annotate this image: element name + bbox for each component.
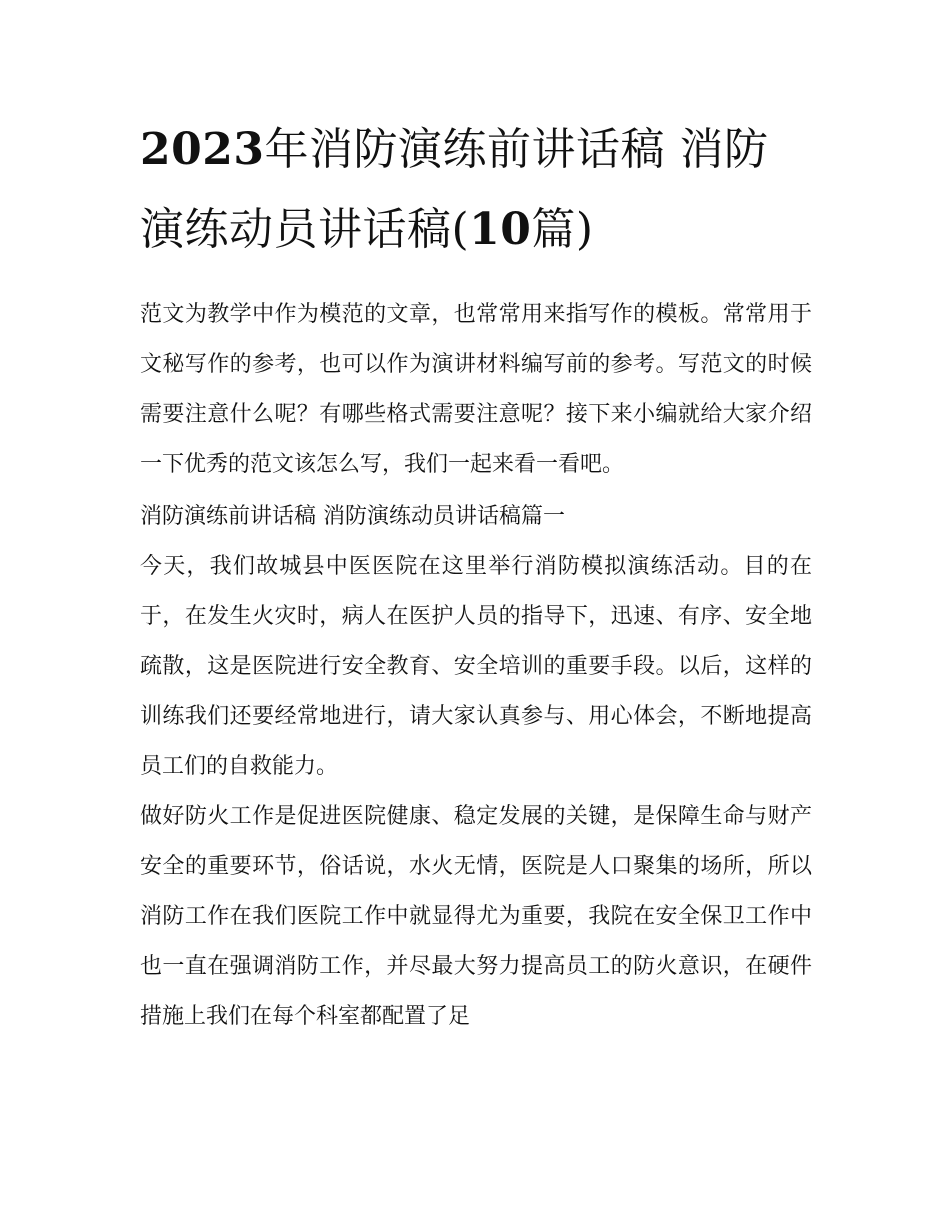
title-text: 年消防演练前讲话稿 消防演练动员讲话稿(	[140, 124, 769, 255]
title-suffix: 篇)	[531, 204, 594, 255]
document-page	[140, 110, 812, 1042]
body-paragraph-2: 做好防火工作是促进医院健康、稳定发展的关键，是保障生命与财产安全的重要环节，俗话说，水火无情，医院是人口聚集的场所，所以消防工作在我们医院工作中就显得尤为重要，我院在安全保卫工作中也一直在强调消防工作，并尽最大努力提高员工的防火意识，在硬件措施上我们在每个科室都配置了足	[140, 804, 812, 1029]
section-heading: 消防演练前讲话稿 消防演练动员讲话稿篇一	[140, 504, 565, 529]
intro-paragraph: 范文为教学中作为模范的文章，也常常用来指写作的模板。常常用于文秘写作的参考，也可以作为演讲材料编写前的参考。写范文的时候需要注意什么呢？有哪些格式需要注意呢？接下来小编就给大家介绍一下优秀的范文该怎么写，我们一起来看一看吧。	[140, 302, 812, 477]
body-paragraph-1: 今天，我们故城县中医医院在这里举行消防模拟演练活动。目的在于，在发生火灾时，病人在医护人员的指导下，迅速、有序、安全地疏散，这是医院进行安全教育、安全培训的重要手段。以后，这样的训练我们还要经常地进行，请大家认真参与、用心体会，不断地提高员工们的自救能力。	[140, 554, 812, 779]
title-year: 2023	[140, 124, 265, 175]
document-title	[140, 110, 812, 270]
title-count: 10	[469, 204, 532, 255]
